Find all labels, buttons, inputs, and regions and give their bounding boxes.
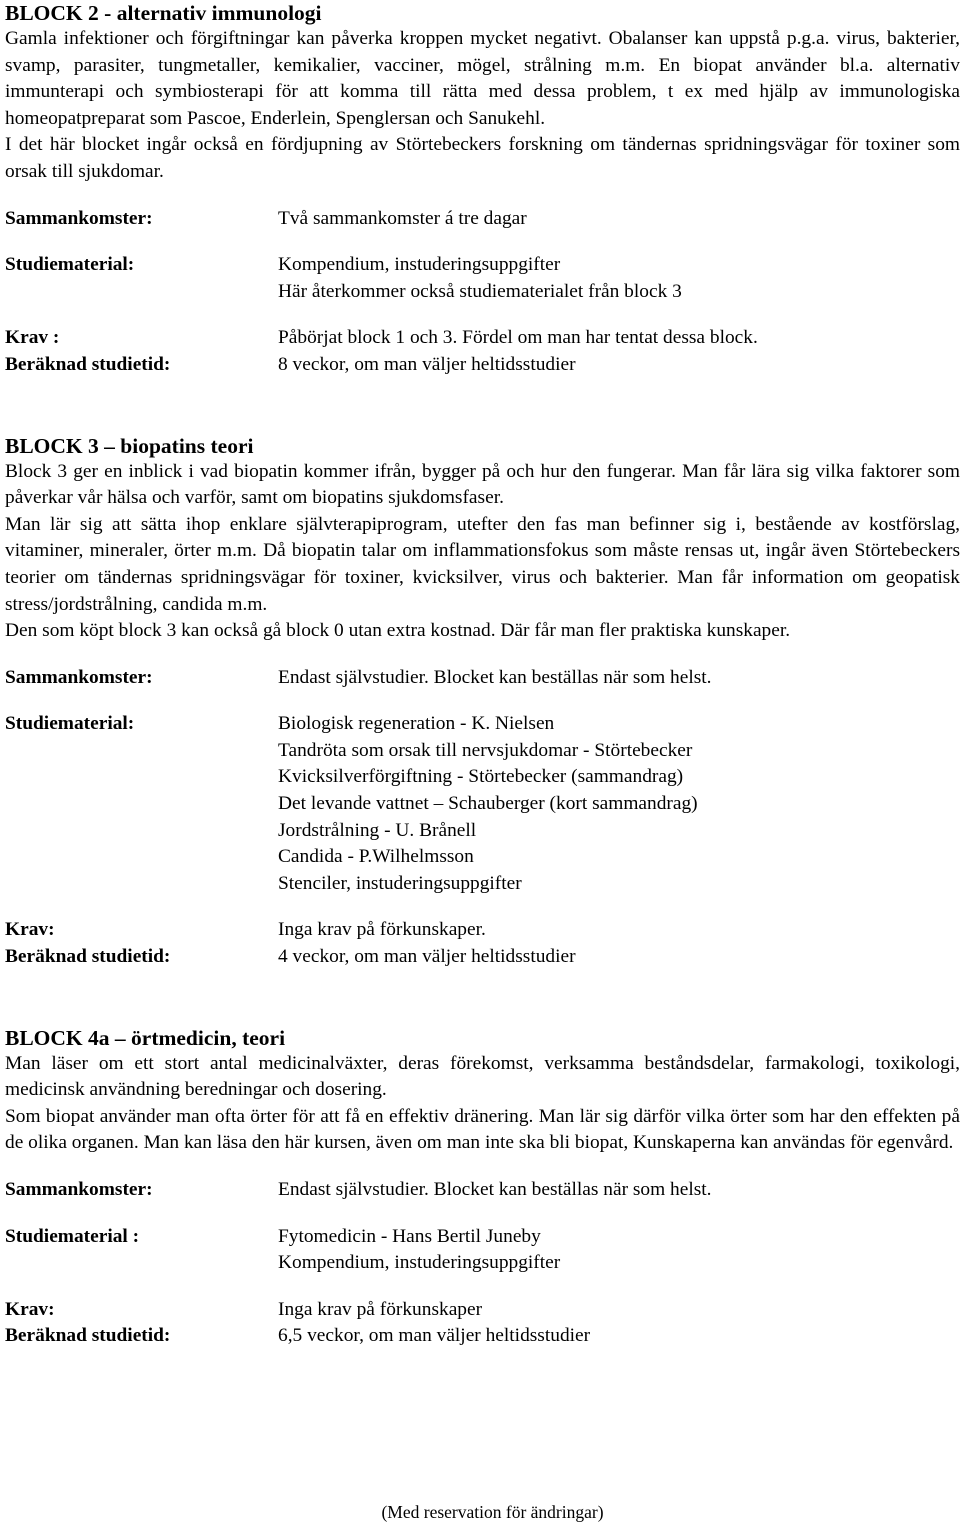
block-3-requirements-row xyxy=(5,917,960,944)
block-4a-drainage-paragraph: Som biopat använder man ofta örter för att få en effektiv dränering. Man lär sig därför vilka örter som har den effekten på de olika organen. Man kan läsa den här kursen, även om man inte ska bli biopat, Kunskaperna kan användas för egenvård. xyxy=(5,1105,960,1154)
block-3-study-time-row xyxy=(5,944,960,971)
meetings-value: Endast självstudier. Blocket kan beställas när som helst. xyxy=(278,1179,712,1200)
requirements-value: Inga krav på förkunskaper. xyxy=(278,919,486,941)
block-2-title: BLOCK 2 - alternativ immunologi xyxy=(5,1,322,25)
block-4a-title: BLOCK 4a – örtmedicin, teori xyxy=(5,1025,286,1050)
block-2-section xyxy=(5,0,960,379)
material-item: Kvicksilverförgiftning - Störtebecker (sammandrag) xyxy=(278,766,684,788)
material-item: Kompendium, instuderingsuppgifter xyxy=(278,254,561,276)
block-3-program-paragraph: Man lär sig att sätta ihop enklare självterapiprogram, utefter den fas man befinner sig i, bestående av kostförslag, vitaminer, mineraler, örter m.m. Då biopatin talar om inflammationsfokus som måste rensas ut, ingår även Störtebeckers teorier om tändernas spridningsvägar för toxiner, kvicksilver, virus och bakterier. Man får information om geopatisk stress/jordstrålning, candida m.m. xyxy=(5,513,960,615)
block-2-extra-paragraph: I det här blocket ingår också en fördjupning av Störtebeckers forskning om tändernas spridningsvägar för toxiner som orsak till sjukdomar. xyxy=(5,134,960,182)
meetings-value: Två sammankomster á tre dagar xyxy=(278,207,527,229)
material-item: Candida - P.Wilhelmsson xyxy=(278,846,474,868)
requirements-label: Krav: xyxy=(5,919,55,941)
requirements-label: Krav: xyxy=(5,1298,55,1320)
block-3-meetings-row xyxy=(5,665,960,692)
study-time-label: Beräknad studietid: xyxy=(5,353,171,375)
material-item: Biologisk regeneration - K. Nielsen xyxy=(278,713,555,735)
block-2-requirements-row xyxy=(5,325,960,352)
footer-reservation-note: (Med reservation för ändringar) xyxy=(381,1502,604,1522)
block-3-title: BLOCK 3 – biopatins teori xyxy=(5,433,254,458)
block-4a-intro-paragraph: Man läser om ett stort antal medicinalväxter, deras förekomst, verksamma beståndsdelar, farmakologi, toxikologi, medicinsk användning beredningar och dosering. xyxy=(5,1052,960,1101)
block-2-study-time-row xyxy=(5,352,960,379)
material-label: Studiematerial: xyxy=(5,713,135,735)
study-time-value: 8 veckor, om man väljer heltidsstudier xyxy=(278,353,576,375)
block-4a-study-time-row xyxy=(5,1323,960,1350)
study-time-label: Beräknad studietid: xyxy=(5,946,171,968)
meetings-label: Sammankomster: xyxy=(5,207,153,229)
material-list xyxy=(278,711,960,897)
material-item: Jordstrålning - U. Brånell xyxy=(278,819,477,841)
meetings-label: Sammankomster: xyxy=(5,666,153,688)
block-4a-section xyxy=(5,1025,960,1350)
material-list xyxy=(278,252,960,305)
material-item: Tandröta som orsak till nervsjukdomar - Störtebecker xyxy=(278,739,693,761)
study-time-value: 4 veckor, om man väljer heltidsstudier xyxy=(278,946,576,968)
block-4a-meetings-row xyxy=(5,1177,960,1204)
block-3-block0-paragraph: Den som köpt block 3 kan också gå block 0 utan extra kostnad. Där får man fler praktiska kunskaper. xyxy=(5,620,791,642)
block-3-section xyxy=(5,433,960,971)
meetings-label: Sammankomster: xyxy=(5,1179,153,1200)
meetings-value: Endast självstudier. Blocket kan beställas när som helst. xyxy=(278,666,712,688)
block-2-material-row xyxy=(5,252,960,305)
material-label: Studiematerial: xyxy=(5,254,135,276)
block-2-meetings-row xyxy=(5,206,960,233)
material-item: Fytomedicin - Hans Bertil Juneby xyxy=(278,1225,541,1247)
block-3-intro-paragraph: Block 3 ger en inblick i vad biopatin kommer ifrån, bygger på och hur den fungerar. Man får lära sig vilka faktorer som påverkar vår hälsa och varför, samt om biopatins sjukdomsfaser. xyxy=(5,460,960,509)
requirements-value: Påbörjat block 1 och 3. Fördel om man har tentat dessa block. xyxy=(278,327,758,349)
block-2-intro-paragraph: Gamla infektioner och förgiftningar kan påverka kroppen mycket negativt. Obalanser kan uppstå p.g.a. virus, bakterier, svamp, parasiter, tungmetaller, kemikalier, vacciner, mögel, strålning m.m. En biopat använder bl.a. alternativ immunterapi och symbiosterapi för att komma till rätta med dessa problem, t ex med hjälp av immunologiska homeopatpreparat som Pascoe, Enderlein, Spenglersan och Sanukehl. xyxy=(5,28,960,129)
requirements-label: Krav : xyxy=(5,327,60,349)
study-time-value: 6,5 veckor, om man väljer heltidsstudier xyxy=(278,1325,591,1347)
material-item: Det levande vattnet – Schauberger (kort sammandrag) xyxy=(278,793,698,815)
material-list xyxy=(278,1224,960,1277)
material-item: Här återkommer också studiematerialet från block 3 xyxy=(278,280,682,302)
document-page xyxy=(5,0,960,1522)
block-4a-material-row xyxy=(5,1224,960,1277)
material-label: Studiematerial : xyxy=(5,1225,140,1247)
material-item: Kompendium, instuderingsuppgifter xyxy=(278,1252,561,1274)
study-time-label: Beräknad studietid: xyxy=(5,1325,171,1347)
requirements-value: Inga krav på förkunskaper xyxy=(278,1298,483,1320)
block-3-material-row xyxy=(5,711,960,897)
material-item: Stenciler, instuderingsuppgifter xyxy=(278,872,522,894)
block-4a-requirements-row xyxy=(5,1297,960,1324)
